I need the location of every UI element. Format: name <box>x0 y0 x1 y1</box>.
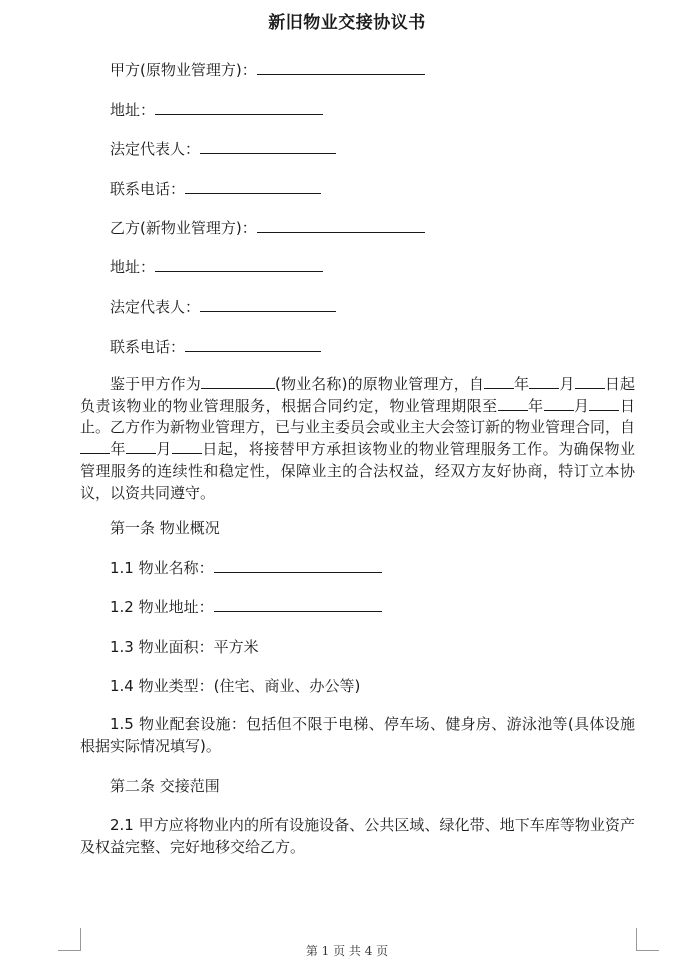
article-1-item-4: 1.4 物业类型：(住宅、商业、办公等) <box>110 677 361 695</box>
preamble-text-6: 年 <box>527 396 544 415</box>
party-a-blank <box>257 60 425 75</box>
article-2-heading: 第二条 交接范围 <box>110 777 220 795</box>
party-a-phone-blank <box>185 179 321 194</box>
property-name-blank <box>201 374 275 389</box>
preamble-text-3: 年 <box>514 375 530 393</box>
preamble-text-1: 鉴于甲方作为 <box>110 375 201 393</box>
party-b-rep-line <box>110 297 336 317</box>
article-1-item-2 <box>110 597 382 617</box>
article-1-item-3: 1.3 物业面积：平方米 <box>110 638 259 656</box>
party-a-line <box>110 60 425 80</box>
preamble-text-9: 年 <box>110 440 126 459</box>
party-b-address-blank <box>155 257 323 272</box>
party-a-phone-label: 联系电话： <box>110 180 186 198</box>
party-b-rep-label: 法定代表人： <box>110 298 201 316</box>
party-b-phone-label: 联系电话： <box>110 338 186 356</box>
party-b-address-label: 地址： <box>110 258 156 276</box>
property-name-field-blank <box>214 558 382 573</box>
article-2-item-1: 2.1 甲方应将物业内的所有设施设备、公共区域、绿化带、地下车库等物业资产及权益完整、完好地移交给乙方。 <box>80 816 635 856</box>
party-a-label: 甲方(原物业管理方)： <box>110 61 257 79</box>
party-a-rep-label: 法定代表人： <box>110 140 201 158</box>
party-a-address-line <box>110 100 323 120</box>
party-b-phone-blank <box>185 337 321 352</box>
article-1-item-5: 1.5 物业配套设施：包括但不限于电梯、停车场、健身房、游泳池等(具体设施根据实际情况填写)。 <box>80 715 635 755</box>
start-day-blank <box>575 374 605 389</box>
preamble-text-10: 月 <box>155 440 172 459</box>
party-a-phone-line <box>110 179 321 199</box>
article-1-heading: 第一条 物业概况 <box>110 519 220 537</box>
preamble-text-11: 日起，将接替甲方承担该物业的物业管理服务工作。为确保物业管理服务的连续性和稳定性，保障业主的合法权益，经双方友好协商，特订立本协议，以资共同遵守。 <box>80 440 635 502</box>
party-b-label: 乙方(新物业管理方)： <box>110 219 257 237</box>
party-b-rep-blank <box>200 297 336 312</box>
party-b-blank <box>257 218 425 233</box>
property-name-label: 1.1 物业名称： <box>110 559 214 577</box>
article-1-item-1 <box>110 558 382 578</box>
party-a-address-label: 地址： <box>110 101 156 119</box>
party-a-rep-blank <box>200 139 336 154</box>
document-title: 新旧物业交接协议书 <box>268 13 426 33</box>
preamble-paragraph <box>80 374 635 504</box>
page-footer: 第 1 页 共 4 页 <box>305 944 389 958</box>
end-month-blank <box>544 396 574 411</box>
new-month-blank <box>126 439 156 454</box>
property-address-label: 1.2 物业地址： <box>110 598 214 616</box>
property-address-field-blank <box>214 597 382 612</box>
new-year-blank <box>80 439 110 454</box>
preamble-text-4: 月 <box>559 375 575 393</box>
start-month-blank <box>529 374 559 389</box>
preamble-text-5: 日起负责该物业的物业管理服务，根据合同约定，物业管理期限至 <box>80 375 635 415</box>
party-a-address-blank <box>155 100 323 115</box>
end-day-blank <box>589 396 619 411</box>
party-b-address-line <box>110 257 323 277</box>
party-b-line <box>110 218 425 238</box>
preamble-text-2: (物业名称)的原物业管理方，自 <box>274 375 485 393</box>
new-day-blank <box>172 439 202 454</box>
preamble-text-7: 月 <box>573 396 590 415</box>
start-year-blank <box>484 374 514 389</box>
end-year-blank <box>498 396 528 411</box>
preamble-text-8: 日止。乙方作为新物业管理方，已与业主委员会或业主大会签订新的物业管理合同，自 <box>80 396 636 437</box>
party-a-rep-line <box>110 139 336 159</box>
party-b-phone-line <box>110 337 321 357</box>
